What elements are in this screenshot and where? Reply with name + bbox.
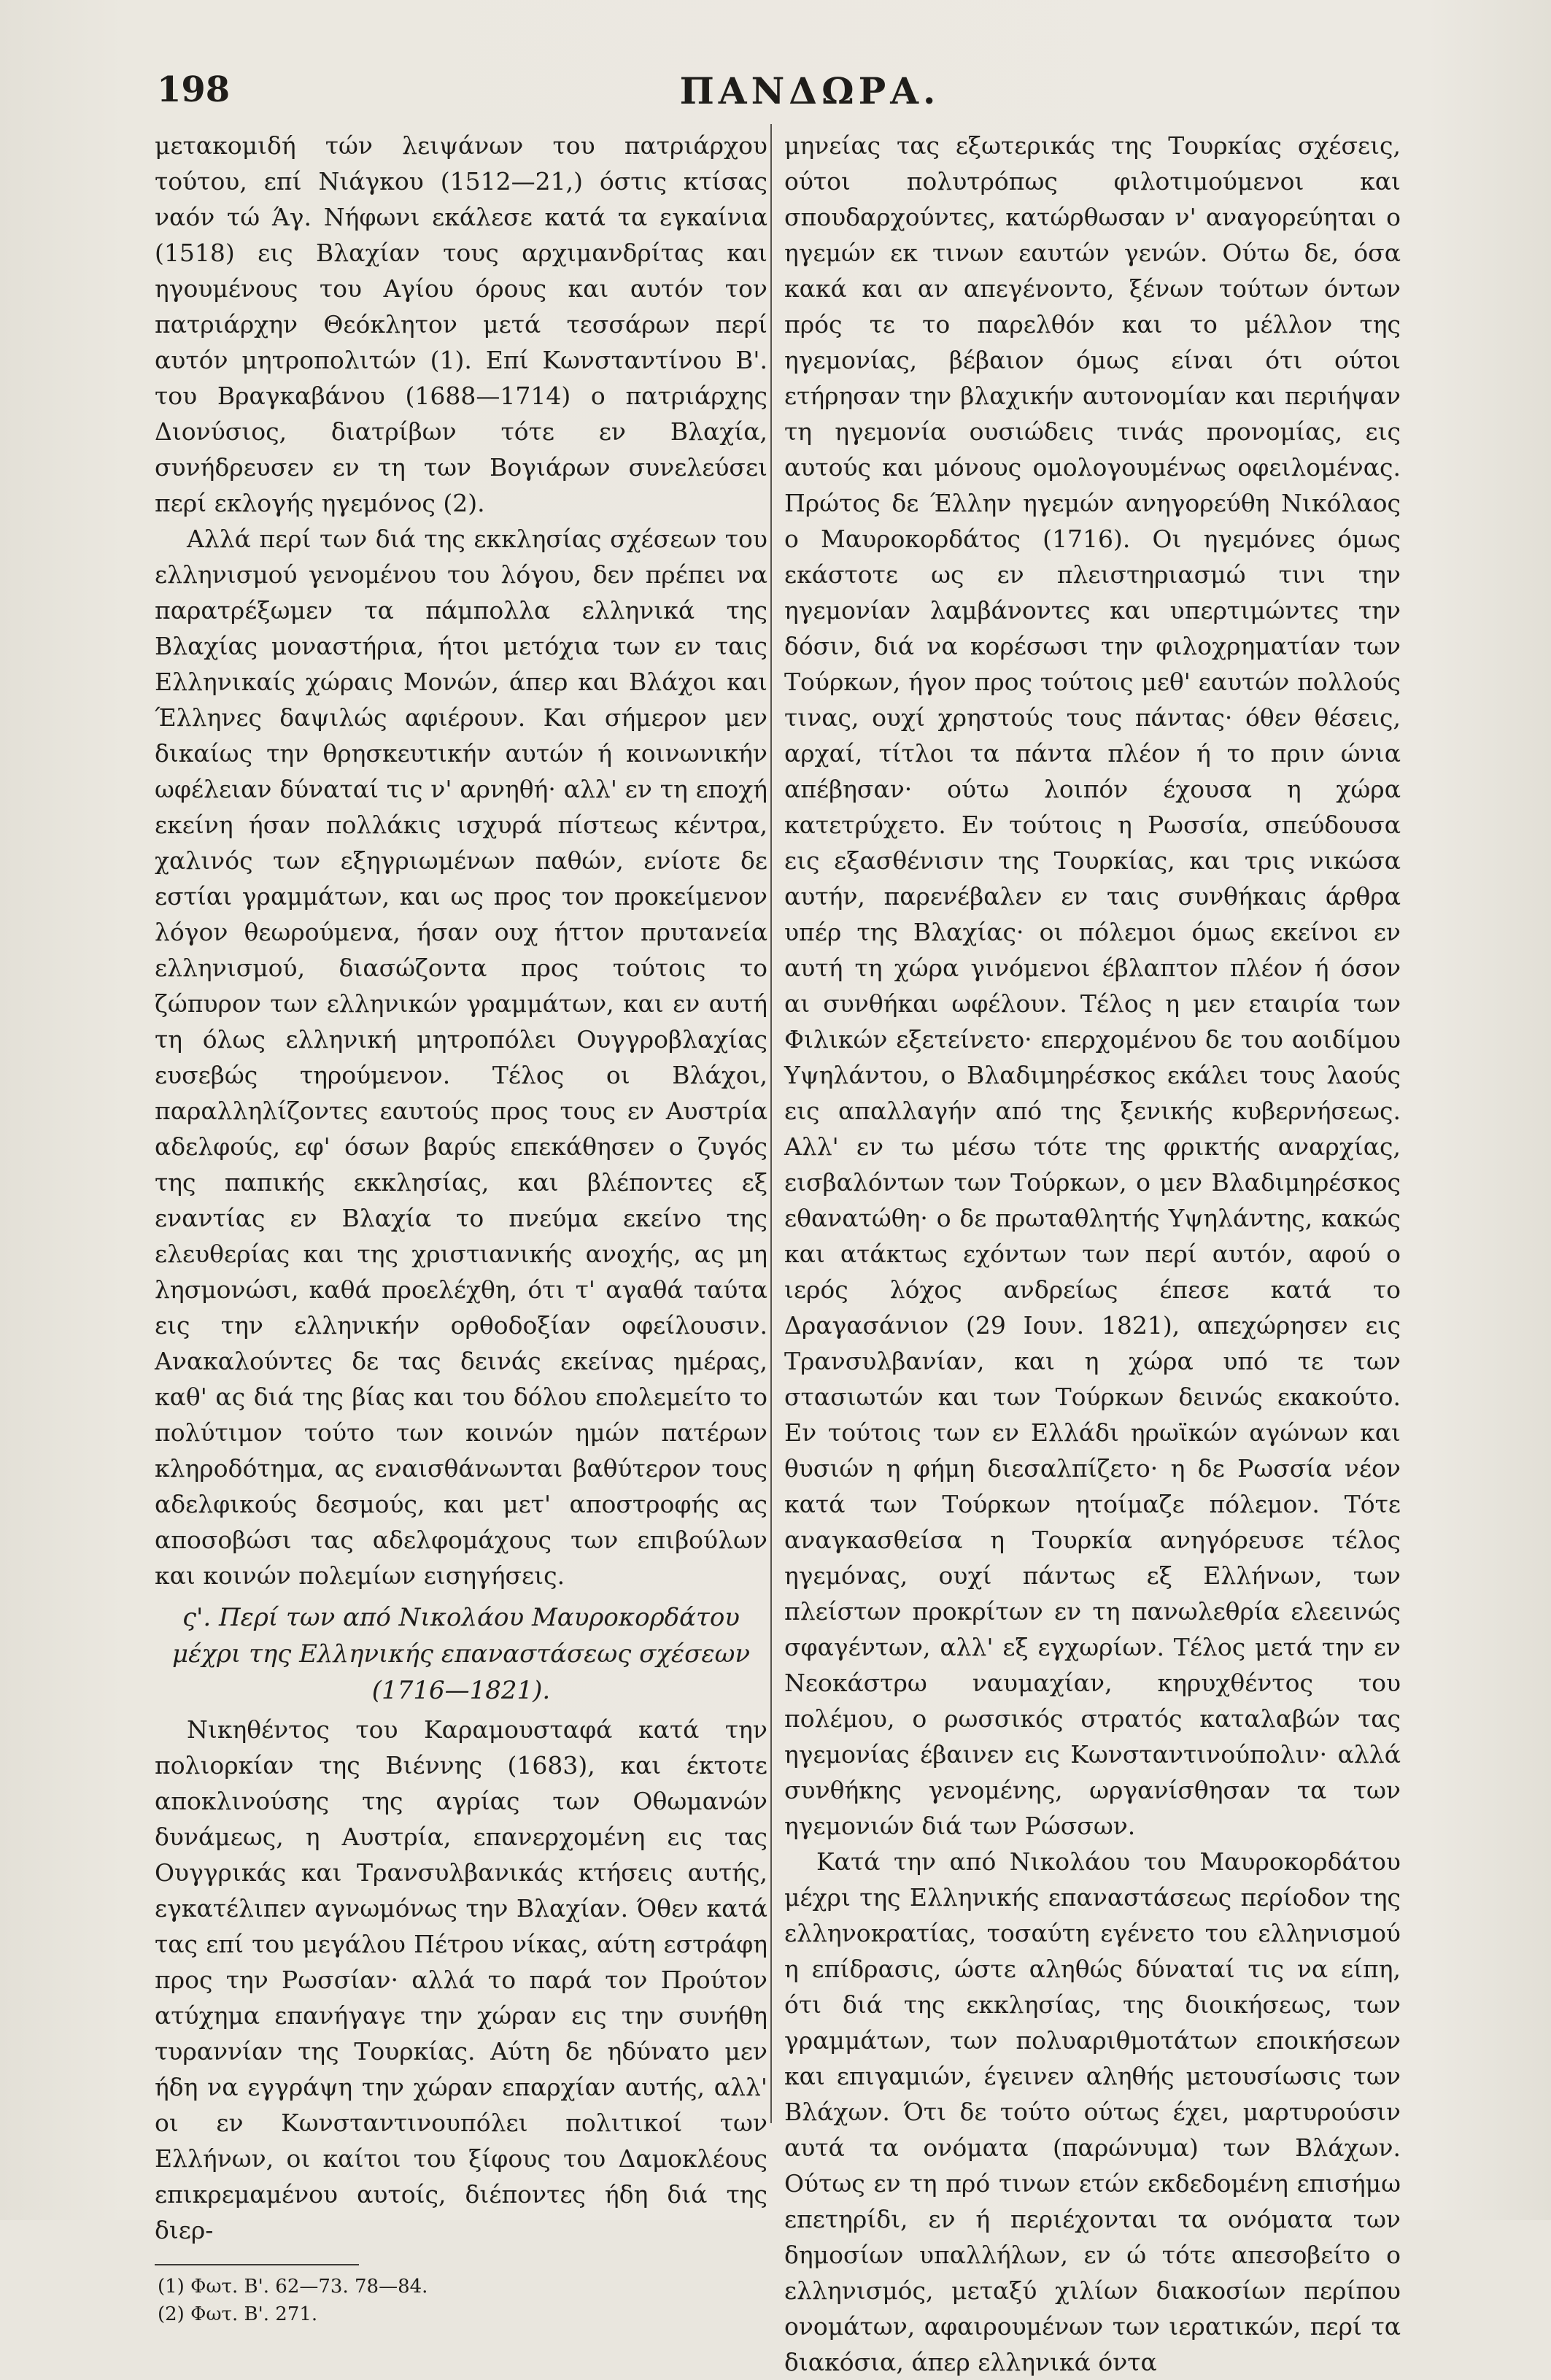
- paragraph: μηνείας τας εξωτερικάς της Τουρκίας σχέσεις, ούτοι πολυτρόπως φιλοτιμούμενοι και σπουδαρχούντες, κατώρθωσαν ν' αναγορεύηται ο ηγεμών εκ τινων εαυτών γενών. Ούτω δε, όσα κακά και αν απεγένοντο, ξένων τούτων όντων πρός τε το παρελθόν και το μέλλον της ηγεμονίας, βέβαιον όμως είναι ότι ούτοι ετήρησαν την βλαχικήν αυτονομίαν και περιήψαν τη ηγεμονία ουσιώδεις τινάς προνομίας, εις αυτούς και μόνους ομολογουμένως οφειλομένας. Πρώτος δε Έλλην ηγεμών ανηγορεύθη Νικόλαος ο Μαυροκορδάτος (1716). Οι ηγεμόνες όμως εκάστοτε ως εν πλειστηριασμώ τινι την ηγεμονίαν λαμβάνοντες και υπερτιμώντες την δόσιν, διά να κορέσωσι την φιλοχρηματίαν των Τούρκων, ήγον προς τούτοις μεθ' εαυτών πολλούς τινας, ουχί χρηστούς τους πάντας· όθεν θέσεις, αρχαί, τίτλοι τα πάντα πλέον ή το πριν ώνια απέβησαν· ούτω λοιπόν έχουσα η χώρα κατετρύχετο. Εν τούτοις η Ρωσσία, σπεύδουσα εις εξασθένισιν της Τουρκίας, και τρις νικώσα αυτήν, παρενέβαλεν εν ταις συνθήκαις άρθρα υπέρ της Βλαχίας· οι πόλεμοι όμως εκείνοι εν αυτή τη χώρα γινόμενοι έβλαπτον πλέον ή όσον αι συνθήκαι ωφέλουν. Τέλος η μεν εταιρία των Φιλικών εξετείνετο· επερχομένου δε του αοιδίμου Υψηλάντου, ο Βλαδιμηρέσκος εκάλει τους λαούς εις απαλλαγήν από της ξενικής κυβερνήσεως. Αλλ' εν τω μέσω τότε της φρικτής αναρχίας, εισβαλόντων των Τούρκων, ο μεν Βλαδιμηρέσκος εθανατώθη· ο δε πρωταθλητής Υψηλάντης, κακώς και ατάκτως εχόντων των περί αυτόν, αφού ο ιερός λόχος ανδρείως έπεσε κατά το Δραγασάνιον (29 Ιουν. 1821), απεχώρησεν εις Τρανσυλβανίαν, και η χώρα υπό τε των στασιωτών και των Τούρκων δεινώς εκακούτο. Εν τούτοις των εν Ελλάδι ηρωϊκών αγώνων και θυσιών η φήμη διεσαλπίζετο· η δε Ρωσσία νέον κατά των Τούρκων ητοίμαζε πόλεμον. Τότε αναγκασθείσα η Τουρκία ανηγόρευσε τέλος ηγεμόνας, ουχί πάντως εξ Ελλήνων, των πλείστων προκρίτων εν τη πανωλεθρία ελεεινώς σφαγέντων, αλλ' εξ εγχωρίων. Τέλος μετά την εν Νεοκάστρω ναυμαχίαν, κηρυχθέντος του πολέμου, ο ρωσσικός στρατός καταλαβών τας ηγεμονίας έβαινεν εις Κωνσταντινούπολιν· αλλά συνθήκης γενομένης, ωργανίσθησαν τα των ηγεμονιών διά των Ρώσσων.: [784, 131, 1401, 1840]
- section-date-range: (1716—1821).: [371, 1676, 551, 1705]
- page-header: [157, 69, 1463, 128]
- footnote: (2) Φωτ. Β'. 271.: [158, 2303, 318, 2325]
- paragraph: Νικηθέντος του Καραμουσταφά κατά την πολιορκίαν της Βιέννης (1683), και έκτοτε αποκλινούσης της αγρίας των Οθωμανών δυνάμεως, η Αυστρία, επανερχομένη εις τας Ουγγρικάς και Τρανσυλβανικάς κτήσεις αυτής, εγκατέλιπεν αγνωμόνως την Βλαχίαν. Όθεν κατά τας επί του μεγάλου Πέτρου νίκας, αύτη εστράφη προς την Ρωσσίαν· αλλά το παρά τον Προύτον ατύχημα επανήγαγε την χώραν εις την συνήθη τυραννίαν της Τουρκίας. Αύτη δε ηδύνατο μεν ήδη να εγγράψη την χώραν επαρχίαν αυτής, αλλ' οι εν Κωνσταντινουπόλει πολιτικοί των Ελλήνων, οι καίτοι του ξίφους του Δαμοκλέους επικρεμαμένου αυτοίς, διέποντες ήδη διά της διερ-: [155, 1715, 767, 2244]
- column-divider: [770, 124, 772, 2123]
- paragraph: μετακομιδή τών λειψάνων του πατριάρχου τούτου, επί Νιάγκου (1512—21,) όστις κτίσας ναόν τώ Άγ. Νήφωνι εκάλεσε κατά τα εγκαίνια (1518) εις Βλαχίαν τους αρχιμανδρίτας και ηγουμένους του Αγίου όρους και αυτόν τον πατριάρχην Θεόκλητον μετά τεσσάρων περί αυτόν μητροπολιτών (1). Επί Κωνσταντίνου Β'. του Βραγκαβάνου (1688—1714) ο πατριάρχης Διονύσιος, διατρίβων τότε εν Βλαχία, συνήδρευσεν εν τη των Βογιάρων συνελεύσει περί εκλογής ηγεμόνος (2).: [155, 131, 767, 517]
- page-number: 198: [157, 69, 231, 110]
- paragraph: Αλλά περί των διά της εκκλησίας σχέσεων του ελληνισμού γενομένου του λόγου, δεν πρέπει να παρατρέξωμεν τα πάμπολλα ελληνικά της Βλαχίας μοναστήρια, ήτοι μετόχια των εν ταις Ελληνικαίς χώραις Μονών, άπερ και Βλάχοι και Έλληνες δαψιλώς αφιέρουν. Και σήμερον μεν δικαίως την θρησκευτικήν αυτών ή κοινωνικήν ωφέλειαν δύναταί τις ν' αρνηθή· αλλ' εν τη εποχή εκείνη ήσαν πολλάκις ισχυρά πίστεως κέντρα, χαλινός των εξηγριωμένων παθών, ενίοτε δε εστίαι γραμμάτων, και ως προς τον προκείμενον λόγον θεωρούμενα, ήσαν ουχ ήττον πρυτανεία ελληνισμού, διασώζοντα προς τούτοις το ζώπυρον των ελληνικών γραμμάτων, και εν αυτή τη όλως ελληνική μητροπόλει Ουγγροβλαχίας ευσεβώς τηρούμενον. Τέλος οι Βλάχοι, παραλληλίζοντες εαυτούς προς τους εν Αυστρία αδελφούς, εφ' όσων βαρύς επεκάθησεν ο ζυγός της παπικής εκκλησίας, και βλέποντες εξ εναντίας εν Βλαχία το πνεύμα εκείνο της ελευθερίας και της χριστιανικής ανοχής, ας μη λησμονώσι, καθά προελέχθη, ότι τ' αγαθά ταύτα εις την ελληνικήν ορθοδοξίαν οφείλουσιν. Ανακαλούντες δε τας δεινάς εκείνας ημέρας, καθ' ας διά της βίας και του δόλου επολεμείτο το πολύτιμον τούτο των κοινών ημών πατέρων κληροδότημα, ας εναισθάνωνται βαθύτερον τους αδελφικούς δεσμούς, και μετ' αποστροφής ας αποσοβώσι τας αδελφομάχους των επιβούλων και κοινών πολεμίων εισηγήσεις.: [155, 525, 767, 1590]
- footnote-divider: [155, 2264, 359, 2265]
- paragraph: Κατά την από Νικολάου του Μαυροκορδάτου μέχρι της Ελληνικής επαναστάσεως περίοδον της ελληνοκρατίας, τοσαύτη εγένετο του ελληνισμού η επίδρασις, ώστε αληθώς δύναταί τις να είπη, ότι διά της εκκλησίας, της διοικήσεως, των γραμμάτων, των πολυαριθμοτάτων εποικήσεων και επιγαμιών, έγεινεν αληθής μετουσίωσις των Βλάχων. Ότι δε τούτο ούτως έχει, μαρτυρούσιν αυτά τα ονόματα (παρώνυμα) των Βλάχων. Ούτως εν τη πρό τινων ετών εκδεδομένη επισήμω επετηρίδι, εν ή περιέχονται τα ονόματα των δημοσίων υπαλλήλων, εν ώ τότε απεσοβείτο ο ελληνισμός, μεταξύ χιλίων διακοσίων περίπου ονομάτων, αφαιρουμένων των ιερατικών, περί τα διακόσια, άπερ ελληνικά όντα: [784, 1847, 1401, 2376]
- footnote: (1) Φωτ. Β'. 62—73. 78—84.: [158, 2276, 428, 2298]
- section-title: ς'. Περί των από Νικολάου Μαυροκορδάτου μέχρι της Ελληνικής επαναστάσεως σχέσεων: [172, 1603, 750, 1669]
- section-heading: [155, 1599, 767, 1709]
- left-column: [155, 128, 767, 2325]
- right-column: [784, 128, 1401, 2376]
- running-title: ΠΑΝΔΩΡΑ.: [679, 69, 940, 112]
